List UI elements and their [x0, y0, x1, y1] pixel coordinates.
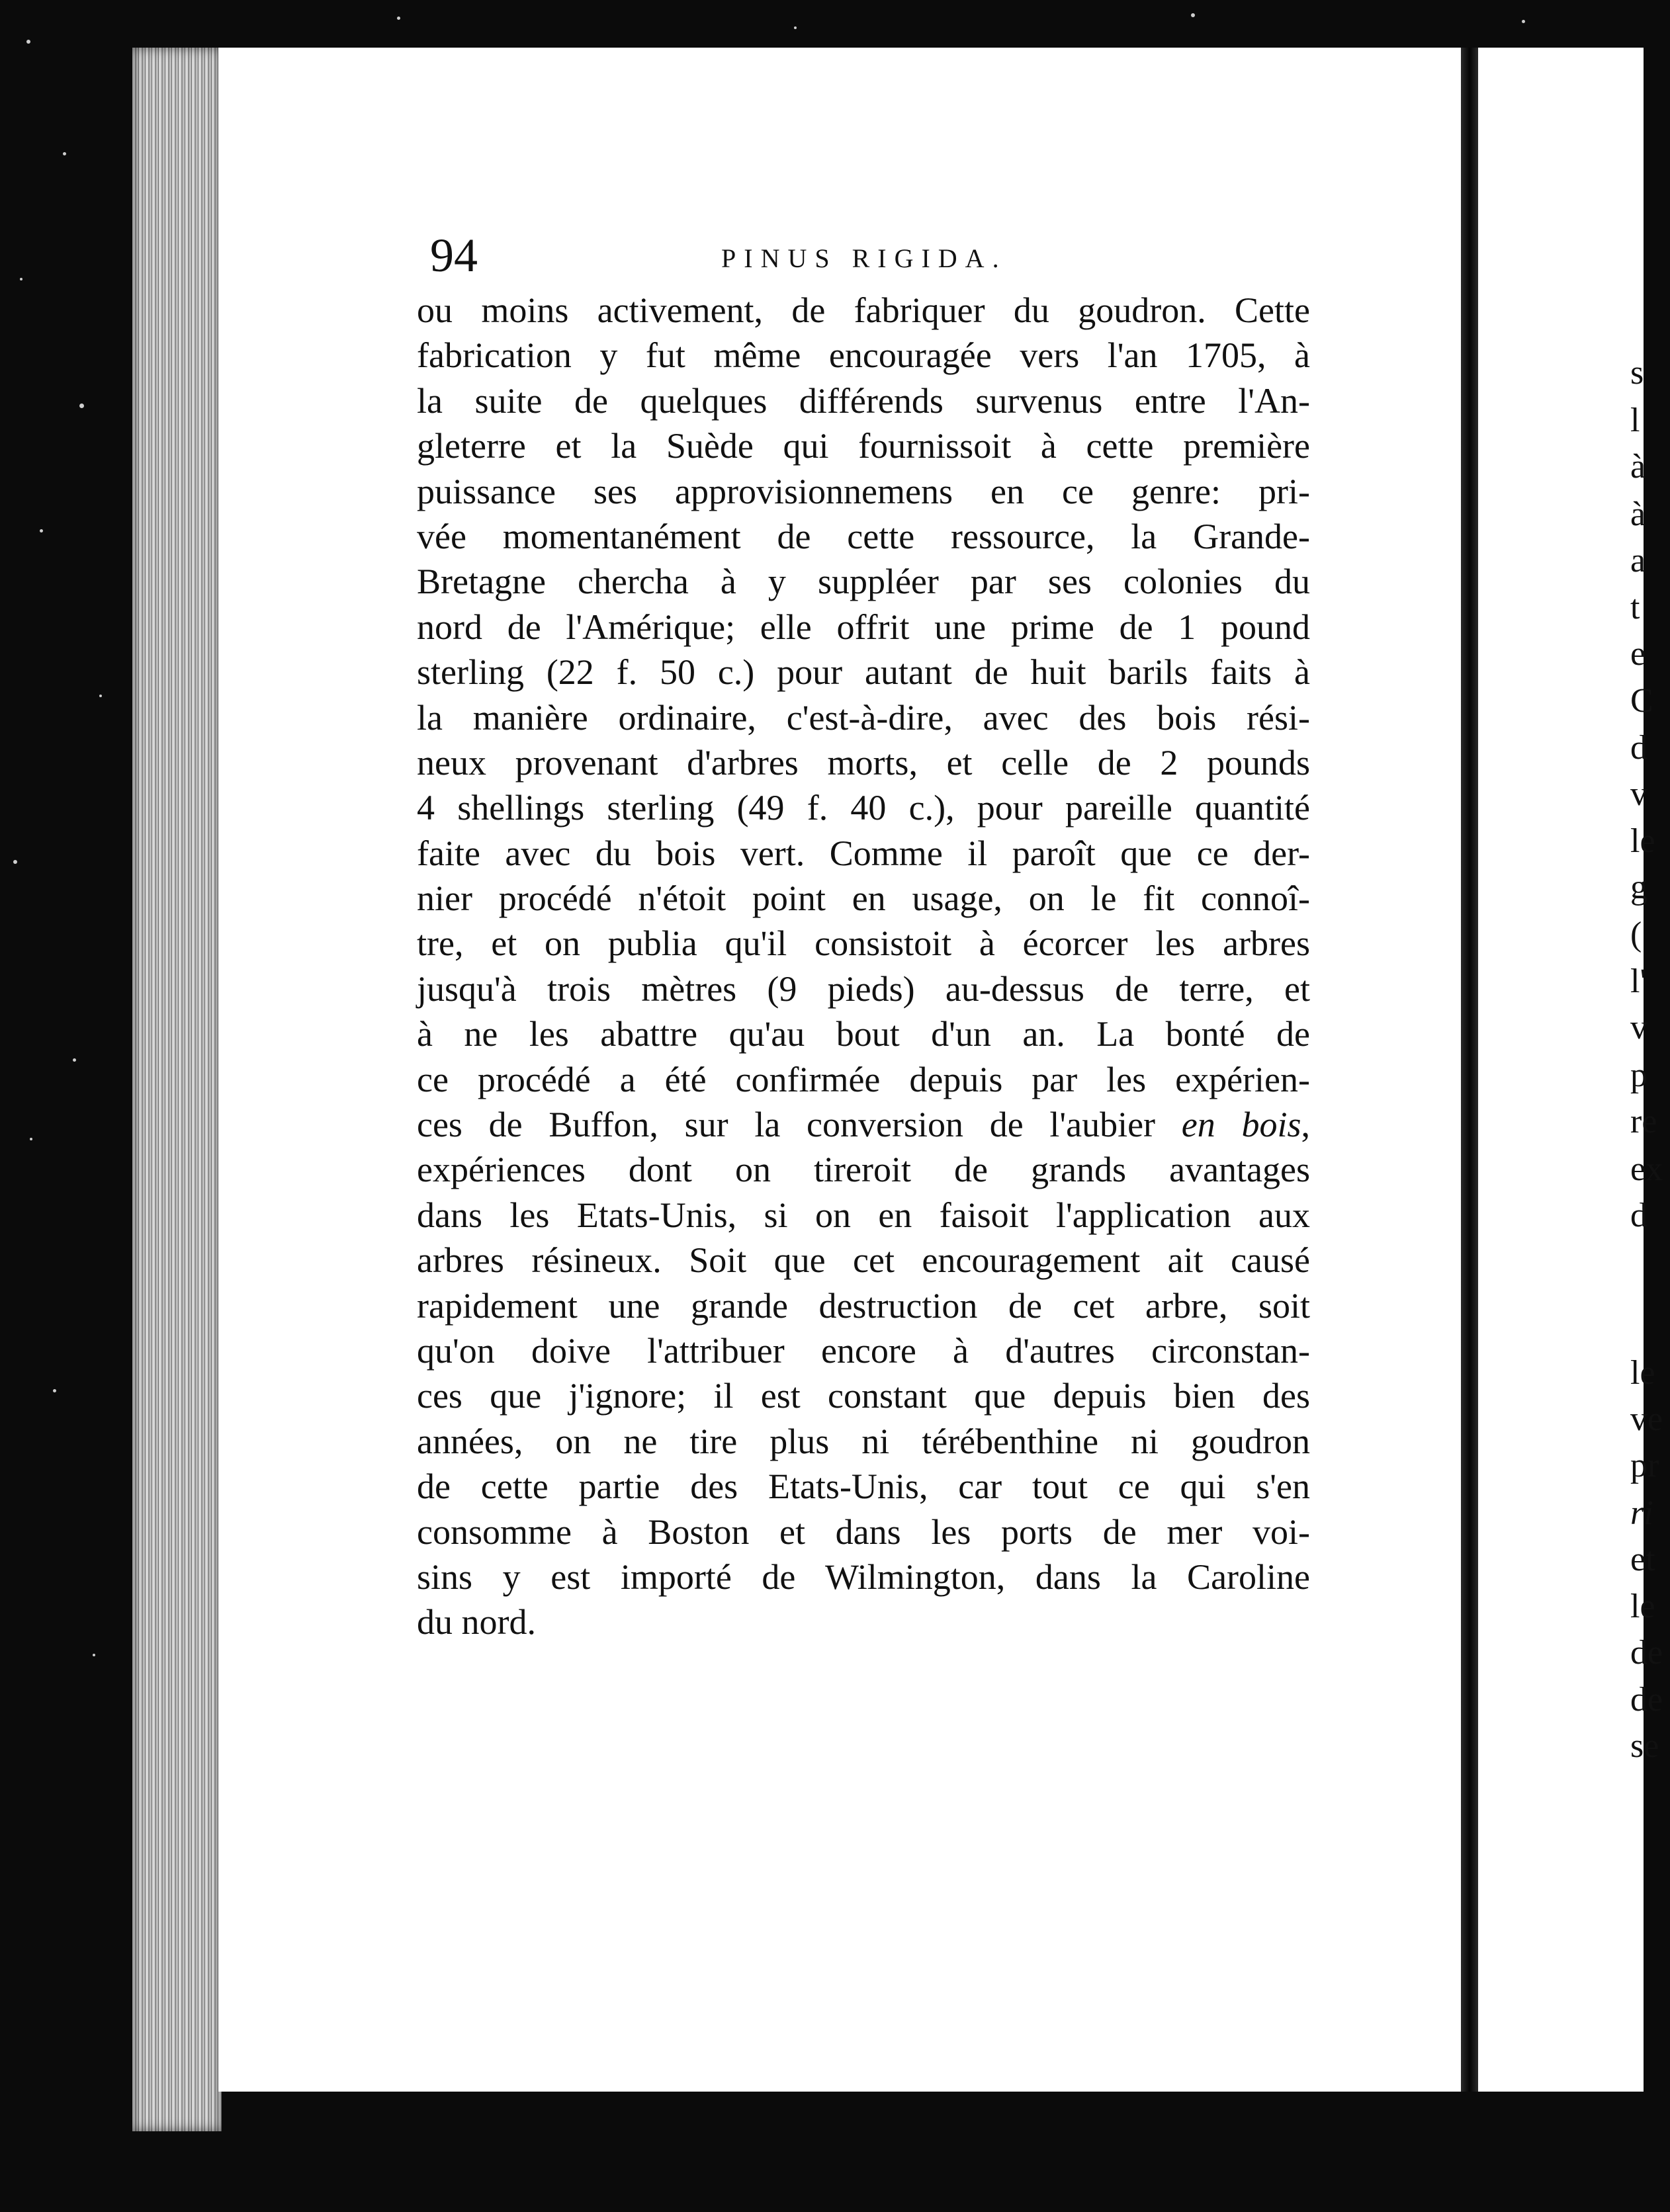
facing-page-fragment: s [1630, 354, 1644, 392]
scan-speckle [13, 860, 17, 864]
facing-page-fragment: ri [1630, 1494, 1653, 1532]
facing-page-fragment: l [1630, 402, 1640, 439]
scan-speckle [53, 1389, 56, 1392]
facing-page-fragment: ex [1630, 1150, 1663, 1188]
text-line: dans les Etats-Unis, si on en faisoit l'application aux [417, 1195, 1310, 1235]
body-text [417, 288, 1310, 1645]
text-line: vée momentanément de cette ressource, la Grande- [417, 516, 1310, 556]
scan-speckle [30, 1138, 32, 1140]
facing-page-fragment: pr [1630, 1447, 1659, 1484]
text-line: jusqu'à trois mètres (9 pieds) au-dessus de terre, et [417, 968, 1310, 1009]
text-line: neux provenant d'arbres morts, et celle de 2 pounds [417, 742, 1310, 783]
text-line: rapidement une grande destruction de cet arbre, soit [417, 1285, 1310, 1326]
facing-page [1478, 48, 1644, 2092]
facing-page-fragment: d [1630, 729, 1648, 767]
text-line: ces de Buffon, sur la conversion de l'aubier en bois, [417, 1105, 1310, 1145]
text-line: ce procédé a été confirmée depuis par les expérien- [417, 1059, 1310, 1099]
text-line: 4 shellings sterling (49 f. 40 c.), pour pareille quantité [417, 788, 1310, 828]
text-line: du nord. [417, 1602, 536, 1642]
scan-speckle [73, 1058, 76, 1062]
text-line: fabrication y fut même encouragée vers l'an 1705, à [417, 335, 1310, 376]
text-line: la suite de quelques différends survenus entre l'An- [417, 380, 1310, 421]
text-line: puissance ses approvisionnemens en ce genre: pri- [417, 471, 1310, 511]
facing-page-fragment: v [1630, 1009, 1648, 1046]
facing-page-fragment: e [1630, 635, 1646, 673]
facing-page-fragment: l' [1630, 962, 1646, 1000]
facing-page-fragment: ( [1630, 915, 1642, 953]
text-line: de cette partie des Etats-Unis, car tout ce qui s'en [417, 1467, 1310, 1507]
text-line: arbres résineux. Soit que cet encouragement ait causé [417, 1240, 1310, 1281]
scan-speckle [93, 1654, 95, 1656]
text-line: gleterre et la Suède qui fournissoit à cette première [417, 426, 1310, 466]
scan-speckle [20, 278, 22, 280]
facing-page-fragment: de [1630, 1681, 1663, 1719]
text-line: consomme à Boston et dans les ports de mer voi- [417, 1511, 1310, 1552]
book-page-edges [132, 48, 222, 2131]
text-line: tre, et on publia qu'il consistoit à écorcer les arbres [417, 923, 1310, 964]
book-gutter [1461, 48, 1478, 2092]
text-line: qu'on doive l'attribuer encore à d'autres circonstan- [417, 1330, 1310, 1371]
page-number: 94 [430, 229, 478, 282]
facing-page-fragment: le [1630, 1354, 1655, 1392]
text-line: expériences dont on tireroit de grands avantages [417, 1150, 1310, 1190]
facing-page-fragment: t [1630, 589, 1640, 626]
facing-page-fragment: d [1630, 1197, 1648, 1234]
facing-page-fragment: à [1630, 495, 1646, 533]
italic-phrase: en bois [1181, 1105, 1301, 1145]
scan-speckle [794, 26, 797, 29]
facing-page-fragment: le [1630, 1588, 1655, 1625]
scan-speckle [40, 529, 43, 532]
running-head: PINUS RIGIDA. [721, 243, 1007, 273]
facing-page-fragment: de [1630, 1634, 1663, 1672]
facing-page-fragment: le [1630, 822, 1655, 860]
facing-page-fragment: à [1630, 448, 1646, 486]
scan-speckle [26, 40, 30, 44]
text-line: sterling (22 f. 50 c.) pour autant de huit barils faits à [417, 652, 1310, 693]
scan-speckle [99, 695, 102, 697]
facing-page-fragment: et [1630, 1541, 1655, 1578]
text-line: faite avec du bois vert. Comme il paroît que ce der- [417, 833, 1310, 873]
facing-page-fragment: ve [1630, 1400, 1663, 1438]
facing-page-fragment: se [1630, 1727, 1659, 1765]
text-line: sins y est importé de Wilmington, dans la Caroline [417, 1556, 1310, 1597]
text-line: ou moins activement, de fabriquer du goudron. Cette [417, 290, 1310, 330]
text-line: à ne les abattre qu'au bout d'un an. La bonté de [417, 1014, 1310, 1054]
scan-speckle [1191, 13, 1195, 17]
facing-page-fragment: v [1630, 775, 1648, 813]
facing-page-fragment: g [1630, 869, 1648, 906]
text-line: Bretagne chercha à y suppléer par ses colonies du [417, 562, 1310, 602]
facing-page-fragment: C [1630, 682, 1653, 720]
text-line: la manière ordinaire, c'est-à-dire, avec des bois rési- [417, 697, 1310, 738]
page-header [430, 228, 1317, 281]
facing-page-fragment: re [1630, 1103, 1657, 1140]
text-line: nord de l'Amérique; elle offrit une prime de 1 pound [417, 607, 1310, 647]
text-line: années, on ne tire plus ni térébenthine ni goudron [417, 1421, 1310, 1461]
scan-speckle [63, 152, 66, 155]
scan-speckle [1522, 20, 1525, 23]
text-line: nier procédé n'étoit point en usage, on le fit connoî- [417, 878, 1310, 919]
facing-page-fragment: p [1630, 1056, 1648, 1094]
scan-speckle [397, 17, 400, 20]
facing-page-fragment: a [1630, 542, 1646, 579]
text-line: ces que j'ignore; il est constant que depuis bien des [417, 1376, 1310, 1416]
scan-speckle [79, 404, 84, 408]
